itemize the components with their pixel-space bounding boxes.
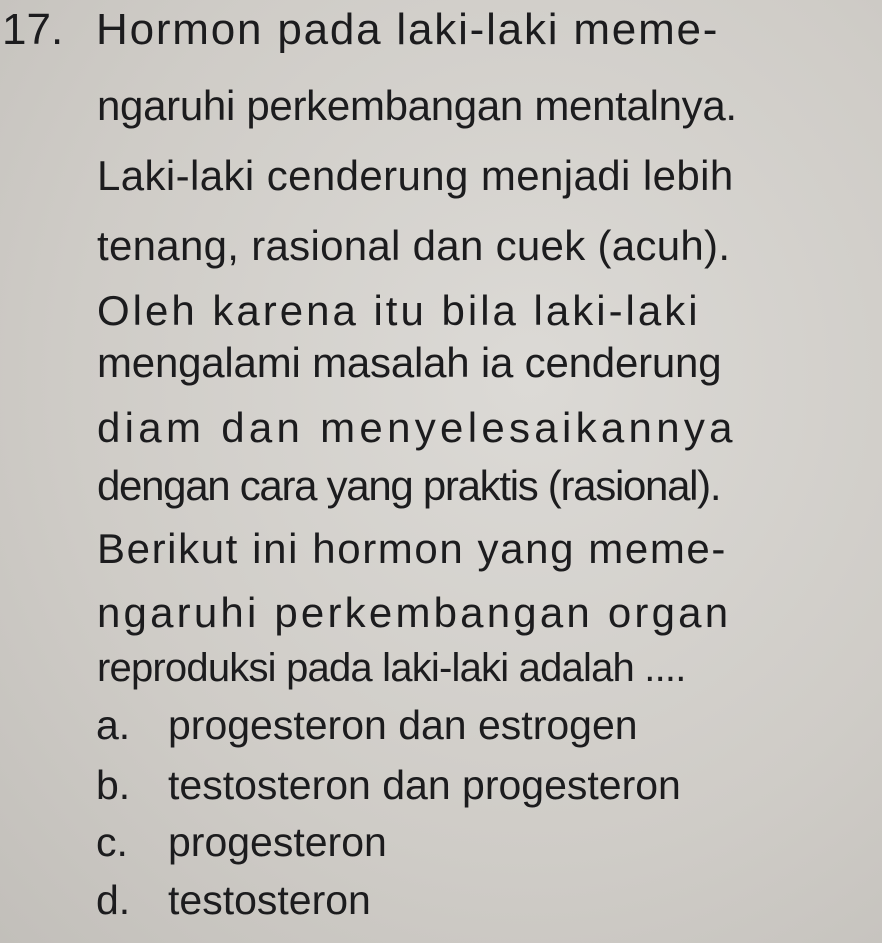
question-line: mengalami masalah ia cenderung (97, 339, 722, 386)
question-line: Berikut ini hormon yang meme- (97, 525, 727, 572)
question-line: diam dan menyelesaikannya (97, 404, 737, 451)
question-line: dengan cara yang praktis (rasional). (97, 462, 721, 509)
answer-option-c[interactable] (96, 819, 387, 865)
option-letter: c. (96, 819, 128, 865)
question-line: reproduksi pada laki-laki adalah .... (97, 646, 686, 690)
answer-option-a[interactable] (96, 702, 638, 748)
option-letter: a. (96, 702, 131, 748)
option-text: testosteron (168, 877, 371, 923)
option-text: testosteron dan progesteron (168, 762, 681, 808)
question-line: tenang, rasional dan cuek (acuh). (97, 222, 731, 269)
question-line: ngaruhi perkembangan mentalnya. (97, 82, 737, 129)
answer-option-b[interactable] (96, 762, 681, 808)
option-letter: d. (96, 877, 131, 923)
option-letter: b. (96, 762, 131, 808)
answer-option-d[interactable] (96, 877, 371, 923)
question-line: Laki-laki cenderung menjadi lebih (97, 152, 734, 199)
option-text: progesteron dan estrogen (168, 702, 638, 748)
question-line: Hormon pada laki-laki meme- (96, 5, 720, 54)
question-line: ngaruhi perkembangan organ (97, 589, 732, 636)
question-line: Oleh karena itu bila laki-laki (97, 287, 701, 334)
question-number: 17. (2, 5, 64, 54)
option-text: progesteron (168, 819, 387, 865)
